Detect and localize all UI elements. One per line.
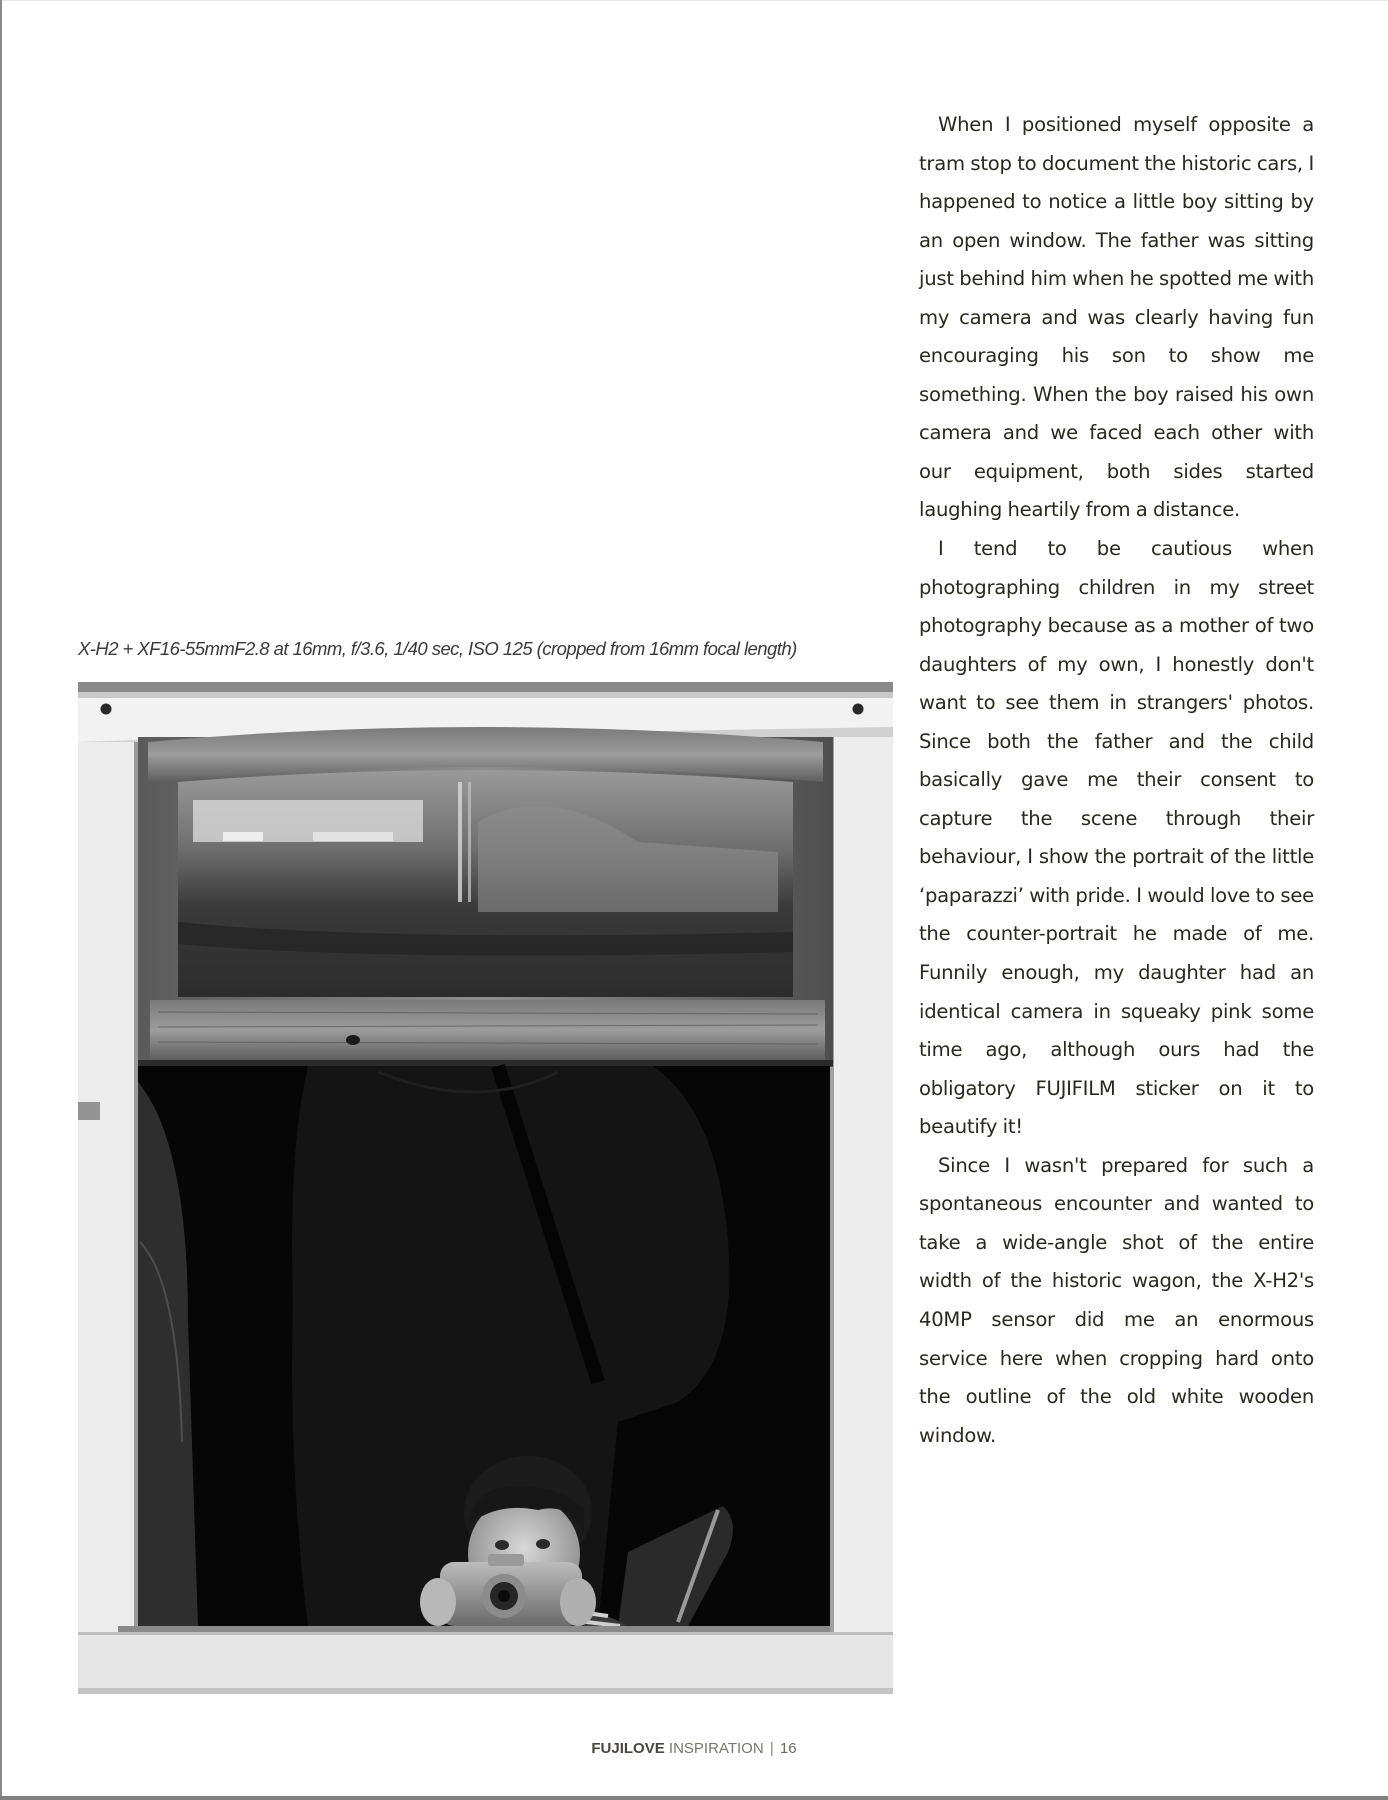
screw-icon [853, 704, 864, 715]
page-bottom-edge [0, 1796, 1388, 1800]
footer-section: INSPIRATION [668, 1740, 764, 1757]
page-left-edge [0, 0, 2, 1800]
photo-caption: X-H2 + XF16-55mmF2.8 at 16mm, f/3.6, 1/40 sec, ISO 125 (cropped from 16mm focal length) [78, 638, 797, 659]
page-number: 16 [779, 1740, 797, 1757]
window-sill [78, 1632, 893, 1694]
article-body [919, 106, 1314, 1455]
photo-illustration [78, 682, 893, 1694]
screw-icon [101, 704, 112, 715]
footer-brand: FUJILOVE [591, 1740, 665, 1757]
article-paragraph: I tend to be cautious when photographing children in my street photography because as a mother of two daughters of my own, I honestly don't want to see them in strangers' photos. Since both the father and the child basically gave me their consent to capture the scene through their behaviour, I show the portrait of the little ‘paparazzi’ with pride. I would love to see the counter-portrait he made of me. Funnily enough, my daughter had an identical camera in squeaky pink some time ago, although ours had the obligatory FUJIFILM sticker on it to beautify it! [919, 537, 1314, 1139]
sash-rail [150, 1000, 825, 1060]
article-paragraph: When I positioned myself opposite a tram stop to document the historic cars, I happened to notice a little boy sitting by an open window. The father was sitting just behind him when he spotted me with my camera and was clearly having fun encouraging his son to show me something. When the boy raised his own camera and we faced each other with our equipment, both sides started laughing heartily from a distance. [919, 113, 1314, 522]
footer-separator: | [769, 1740, 774, 1757]
article-paragraph: Since I wasn't prepared for such a spontaneous encounter and wanted to take a wide-angle shot of the entire width of the historic wagon, the X-H2's 40MP sensor did me an enormous service here when cropping hard onto the outline of the old white wooden window. [919, 1153, 1314, 1447]
page-top-edge [0, 0, 1388, 1]
photo-boy-with-camera [78, 682, 893, 1694]
page-footer [0, 1740, 1388, 1757]
